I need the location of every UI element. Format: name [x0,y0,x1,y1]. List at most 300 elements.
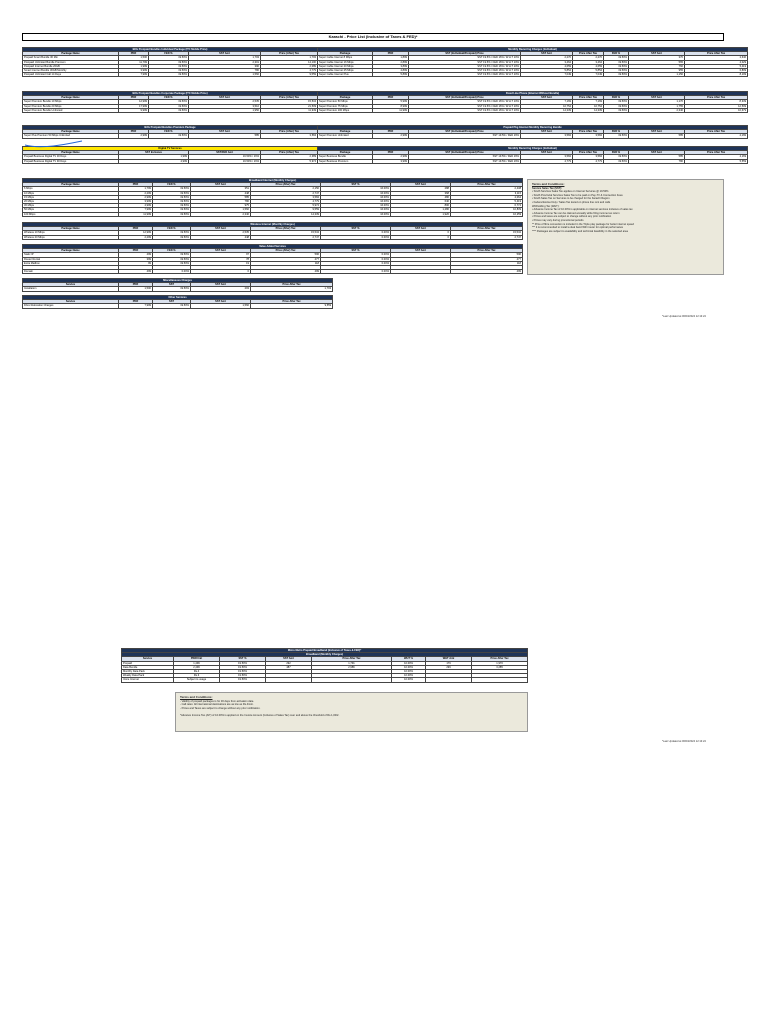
table-cell: 19.50% [604,155,629,159]
table-cell: 30 Mbps [23,204,119,208]
table-cell: 0.00% [321,269,391,273]
table-cell: 4,659 [573,64,604,68]
table-cell: 14,339 [521,108,573,112]
section-band: Digital TV Services [23,147,318,151]
table-cell: 11,999 [373,108,409,112]
column-header: Package Name [23,183,119,187]
column-header: Package Name [23,249,119,253]
table-cell: 2,389 [261,155,318,159]
table-row [23,235,523,239]
table-cell: 19.50% [220,661,266,665]
column-header: SST (Individual/Postpaid) Price [409,96,521,100]
other-services-table [22,295,333,309]
terms-heading: Terms and Conditions: [532,182,565,186]
table-cell: 14,339 [251,212,321,216]
table-cell: 7,169 [521,100,573,104]
table-cell: Super Premium Bundle 10 Mbps [23,100,119,104]
table-cell: 0 [191,269,251,273]
table-cell: 1,500 [119,56,149,60]
column-header: Package [318,96,373,100]
table-cell: 19.50% [604,134,629,138]
table-cell: 8,339 [685,100,748,104]
premium-package-table [22,125,318,139]
table-cell: 16.00% [321,195,391,199]
prepaid-broadband-table [121,648,528,683]
column-header: PKR [373,130,409,134]
table-cell: 3,510 [189,104,261,108]
section-band: Bills Postpaid Bundles Premium Package [23,126,318,130]
table-cell: 16,679 [685,108,748,112]
section-band: Micro Metro Prepaid Broadband (Inclusive of Taxes & FED)* [122,649,528,653]
terms-line: - Prices and Taxes are subject to change without any prior notification. [180,706,261,710]
table-cell: Fibre Relocation Charges [23,304,119,308]
table-cell: 2,499 [174,665,220,669]
table-cell: 565 [629,60,685,64]
column-header: Package Name [23,52,119,56]
table-cell: Wireless 20 Mbps [23,235,119,239]
terms-line: **** Packages are subject to availability and technical feasibility in the selected area [532,229,628,233]
table-cell: Postpaid Unlimited Call 14 Days [23,73,119,77]
column-header: FED % [604,96,629,100]
table-cell: 12,999 [119,231,153,235]
section-band: Other Services [23,296,333,300]
table-cell: 2,640 [685,56,748,60]
table-row [23,134,318,138]
table-cell: 4,169 [685,134,748,138]
table-cell: 5,854 [573,69,604,73]
column-header: Price (After) Tax [251,227,321,231]
table-cell: 1,280 [391,208,451,212]
terms-subheading: Service Sales Tax (SST): [532,186,563,190]
column-header: Price After Tax [685,130,748,134]
table-cell: 0 [391,231,451,235]
table-cell: 2,747 [251,191,321,195]
table-cell: 19 [191,261,251,265]
table-cell: Super Plus Premium 50 Mbps Unlimited [23,134,119,138]
table-cell: 19.50% [604,60,629,64]
table-cell: 6,809 [685,69,748,73]
table-cell: 3,464 [521,60,573,64]
table-cell: Extra Mailbox [23,261,119,265]
table-cell: 15,534 [251,231,321,235]
table-cell: 1,793 [261,56,318,60]
digital-tv-table [22,146,318,164]
table-cell: 780 [191,200,251,204]
table-cell: 16.00% [321,200,391,204]
table-cell: 19.50% / 16% [189,155,261,159]
table-cell: 585 [629,134,685,138]
table-cell: 9,999 [119,108,149,112]
column-header: SST/FED Amt [189,151,261,155]
table-cell: 4,169 [685,155,748,159]
table-cell: 0.00% [321,253,391,257]
table-cell: 2,438 [451,187,523,191]
table-row [23,269,523,273]
table-cell: 19.50% [149,104,189,108]
terms-panel [527,179,724,275]
table-cell: 292 [266,661,312,665]
table-cell: 19.50% [153,195,191,199]
table-cell: 2,340 [629,108,685,112]
table-cell: 7,169 [573,100,604,104]
table-cell: 5,974 [261,159,318,163]
column-header: SST Amt [629,151,685,155]
table-cell: 19.50% [153,304,191,308]
column-header: FED % [149,52,189,56]
column-header: Price After Tax [451,227,523,231]
terms-bottom-lines [180,700,523,718]
column-header: SST Amt [521,151,573,155]
column-header: SST Amt [191,227,251,231]
table-cell: Prepaid Smart Bundle 30 Min [23,56,119,60]
table-cell: Super Cable Internet Plus [318,73,373,77]
column-header: PKR [119,249,153,253]
column-header: Price After Tax [251,283,333,287]
table-cell: 5,419 [685,64,748,68]
business-recurring-table [317,146,748,164]
column-header: FED % [153,227,191,231]
table-cell: 4,659 [521,64,573,68]
table-cell: 780 [629,159,685,163]
table-cell: 4,999 [119,204,153,208]
table-cell: Router Rental [23,257,119,261]
column-header: Price After Tax [573,151,604,155]
terms-line: • Sindh Sales Tax on Services to be charged for the Karachi Region [532,197,610,201]
table-cell: 2,999 [119,134,149,138]
table-cell: 21,509 [261,104,318,108]
table-cell: 19.50% [153,261,191,265]
table-cell: Super Cable Internet 20 Mbps [318,64,373,68]
table-cell: 5,899 [373,73,409,77]
section-band: Monthly Recurring Charges (Individual) [318,48,748,52]
table-cell: 9,559 [251,208,321,212]
table-cell: 585 [189,134,261,138]
table-cell: 0.00% [321,261,391,265]
table-cell: 19.50% [153,257,191,261]
table-cell: 16.00% [321,187,391,191]
last-updated-note: *Last Updated at 06/03/2024 12:13:24 [662,315,706,318]
table-cell: Prepaid Business Digital TV 30 Days [23,155,119,159]
table-cell: 19.50% [220,670,266,674]
table-cell: 19.50% [153,212,191,216]
column-header: SST Amt [391,227,451,231]
table-cell: 640 [391,200,451,204]
column-header: Price (After) Tax [251,183,321,187]
table-cell: 19.50% [220,674,266,678]
table-cell: 97 [191,253,251,257]
column-header: PKR [119,52,149,56]
table-cell: 1,793 [251,287,333,291]
table-cell: 5,419 [451,200,523,204]
table-cell: 2,747 [251,235,321,239]
table-cell: 19.50% [149,108,189,112]
table-cell: Super Premium Unlimited [318,134,373,138]
column-header: PKR [373,52,409,56]
table-cell: 19.50% [153,208,191,212]
value-added-table [22,244,523,274]
table-cell: 19.50% [149,69,189,73]
table-cell: Super Business Bundle [318,155,373,159]
table-cell: SST 19.5% / FED 16% [409,134,521,138]
terms-line: • Advance Income Tax can be claimed annually while filing income tax return [532,211,620,215]
column-header: Package Name [23,96,119,100]
column-header: Price (After) Tax [261,130,318,134]
column-header: SST Inclusive [119,151,189,155]
table-cell: 17,999 [119,104,149,108]
monthly-recurring-table [317,47,748,77]
table-cell: Voice Internet [122,678,174,682]
prepaid-recurring-table [317,125,748,139]
table-cell: 19.50% [604,104,629,108]
table-cell: 19.50% [220,678,266,682]
terms-lines [532,190,719,233]
table-cell: 19.50% [149,60,189,64]
section-band: Broadband Internet (Monthly Charges) [23,179,523,183]
table-cell: Monthly Data Pack [122,670,174,674]
column-header: SST Amt [629,130,685,134]
table-cell: 1,150 [629,73,685,77]
section-band: Fixed Line Phone (Internet Without Bundle) [318,92,748,96]
sheet-title: Karachi - Price List (Inclusive of Taxes & FED)* [22,33,724,41]
postpaid-individual-table [22,47,318,77]
table-row [23,108,318,112]
table-cell: 4,779 [261,69,318,73]
table-cell: 955 [629,69,685,73]
terms-line: • Sindh Services Sales Tax applies on Internet Services @ 19.50% [532,190,609,194]
table-cell: 2,270 [521,56,573,60]
table-cell: 2,340 [191,212,251,216]
column-header: SST % [321,249,391,253]
table-cell: 19.50% [604,56,629,60]
table-cell: 3,464 [573,60,604,64]
table-row [318,108,748,112]
table-cell: 3,584 [521,134,573,138]
column-header: SST (Individual/Postpaid) Price [409,52,521,56]
table-cell: 585 [629,155,685,159]
table-cell: 7,999 [119,73,149,77]
table-cell: 288 [391,187,451,191]
table-cell: 3,584 [573,134,604,138]
column-header: Price After Tax [685,151,748,155]
table-cell: 12,509 [685,104,748,108]
section-band: Wireless Internet (Monthly Charges) [23,223,523,227]
column-header: FED % [153,183,191,187]
table-cell: SST 19.5% / FED 16% / W.H.T 10% [409,64,521,68]
table-cell: 19.50% [604,73,629,77]
column-header: Service [23,283,119,287]
column-header: PKR [119,283,153,287]
table-cell: Super Business Premium [318,159,373,163]
column-header: PKR [119,227,153,231]
table-cell: 2,986 [312,665,392,669]
table-cell: 0.00% [153,269,191,273]
table-cell: 14,339 [573,108,604,112]
table-cell: 7,999 [119,208,153,212]
column-header: SST % [220,657,266,661]
table-cell: 585 [191,195,251,199]
last-updated-note-bottom: *Last Updated at 06/03/2024 12:13:24 [662,740,706,743]
table-cell: SST 19.5% / FED 16% / W.H.T 10% [409,69,521,73]
table-cell: 1,970 [472,661,528,665]
table-cell: 1,920 [391,212,451,216]
table-cell: 1,799 [119,187,153,191]
table-cell: Super Premium 75 Mbps [318,104,373,108]
terms-line: • Advance Income Tax of 10.00% is applicable on internet services inclusive of sales tax [532,208,633,212]
table-cell: 487 [266,665,312,669]
terms-line: • Sindh Provincial Services Sales Tax to be paid on Pay-TV & Connection Fees [532,193,623,197]
section-band: Miscellaneous Charges [23,279,333,283]
table-cell: Rs.3 [174,674,220,678]
table-cell: 2,535 [191,231,251,235]
column-header: SST Amt [191,249,251,253]
terms-line: • Prices and taxes are subject to change without any prior notification [532,215,612,219]
misc-charges-table [22,278,333,292]
column-header: Package Name [23,151,119,155]
column-header: FED % [149,130,189,134]
table-cell: 7,049 [521,73,573,77]
wireless-table [22,222,523,240]
table-cell: Prepaid Business Digital TV 90 Days [23,159,119,163]
table-cell: 1,899 [373,56,409,60]
section-band: Bills Postpaid Bundles Corporate Package (ITC Mobile Price) [23,92,318,96]
table-cell: 2,999 [373,134,409,138]
table-cell: 800 [391,204,451,208]
table-cell: 1,560 [191,208,251,212]
column-header: Price After Tax [573,96,604,100]
table-cell: 499 [251,269,321,273]
column-header: SST Amt [189,52,261,56]
table-cell: 0.00% [321,231,391,235]
column-header: FED % [604,151,629,155]
table-cell: 596 [451,253,523,257]
column-header: SST Amt [189,130,261,134]
table-cell: 1,170 [629,100,685,104]
table-cell: 10.00% [392,674,426,678]
column-header: Price After Tax [451,249,523,253]
table-cell: 11,949 [261,108,318,112]
table-cell: 118 [251,261,321,265]
table-cell: 1,560 [191,304,251,308]
column-header: Price After Tax [573,52,604,56]
column-header: SST Amt [521,130,573,134]
table-row [23,287,333,291]
table-cell: 19.50% [153,191,191,195]
table-cell: 19.50% [153,200,191,204]
column-header: Package [318,130,373,134]
table-row [23,159,318,163]
table-cell: 448 [191,235,251,239]
terms-line: *** It is recommended to install a dual band WiFi router for optimal performance [532,226,624,230]
table-cell: 1,999 [119,155,189,159]
table-cell: Super Premium 100 Mbps [318,108,373,112]
table-cell: 19.50% [153,253,191,257]
table-row [318,73,748,77]
table-cell: 3,285 [472,665,528,669]
column-header: Price (After) Tax [261,52,318,56]
table-cell: 2,999 [119,195,153,199]
table-cell: 19.50% [604,69,629,73]
table-cell: 19.50% [153,235,191,239]
column-header: PKR [119,300,153,304]
table-cell: SST 19.5% / FED 16% / W.H.T 10% [409,104,521,108]
table-cell: 78 [191,257,251,261]
terms-panel-bottom [175,692,528,732]
table-cell: 2,389 [261,64,318,68]
table-cell: 390 [189,64,261,68]
table-cell: 2,299 [119,235,153,239]
table-cell: 780 [189,69,261,73]
pen-annotation-icon [24,140,84,148]
column-header: PKR/Unit [174,657,220,661]
table-cell: 19.50% [153,204,191,208]
column-header: Service [122,657,174,661]
table-cell: 0.00% [321,257,391,261]
table-cell: 19.50% [153,287,191,291]
table-cell: 19.50% [149,100,189,104]
table-cell: Postpaid Internet Bundle 20GB [23,64,119,68]
table-row [23,304,333,308]
table-cell: 9,559 [261,73,318,77]
table-cell: 480 [391,195,451,199]
table-cell: Postpaid Unlimited Bundle Premium [23,60,119,64]
column-header: WHT Amt [426,657,472,661]
table-cell: 6 Mbps [23,187,119,191]
table-cell: 16.00% [321,208,391,212]
terms-line: ** Price of fibre connection is included in the Triple play package for better internet speed [532,222,634,226]
column-header: Package Name [23,227,119,231]
column-header: SST Amt [521,96,573,100]
table-cell: 3,584 [251,195,321,199]
table-cell: 1,999 [119,64,149,68]
table-cell: 19.50% [604,64,629,68]
table-cell: Data Bundle [122,665,174,669]
table-cell: 19.50% [604,100,629,104]
table-cell: 14,100 [261,60,318,64]
table-cell [312,678,392,682]
table-cell: Weekly Data Pack [122,674,174,678]
table-cell: 10,754 [573,104,604,108]
table-cell: 0 [391,235,451,239]
column-header: FED % [604,130,629,134]
table-row [122,678,528,682]
column-header: FED % [153,249,191,253]
table-cell: 19.50% [149,134,189,138]
column-header: SST [153,300,191,304]
table-cell: Installation [23,287,119,291]
table-cell: 179 [426,661,472,665]
section-band: Value Added Services [23,245,523,249]
table-cell [426,678,472,682]
column-header: Price After Tax [573,130,604,134]
table-cell: 2,999 [373,155,409,159]
table-cell [472,678,528,682]
table-row [318,134,748,138]
table-cell: 1,499 [174,661,220,665]
table-cell: 10,839 [451,208,523,212]
table-cell: 19.50% [604,108,629,112]
fixed-line-table [317,91,748,113]
table-cell: 2,150 [251,187,321,191]
column-header: WHT % [392,657,426,661]
table-cell: 2,301 [189,60,261,64]
table-cell: Wireless 10 Mbps [23,231,119,235]
table-cell: SST 19.5% / FED 16% [409,159,521,163]
table-cell: 10.00% [392,678,426,682]
column-header: Price (After) Tax [251,249,321,253]
table-cell: 596 [251,253,321,257]
section-band: Prepaid Pkg Internet Monthly Recurring Bundle [318,126,748,130]
postpaid-corporate-table [22,91,318,113]
